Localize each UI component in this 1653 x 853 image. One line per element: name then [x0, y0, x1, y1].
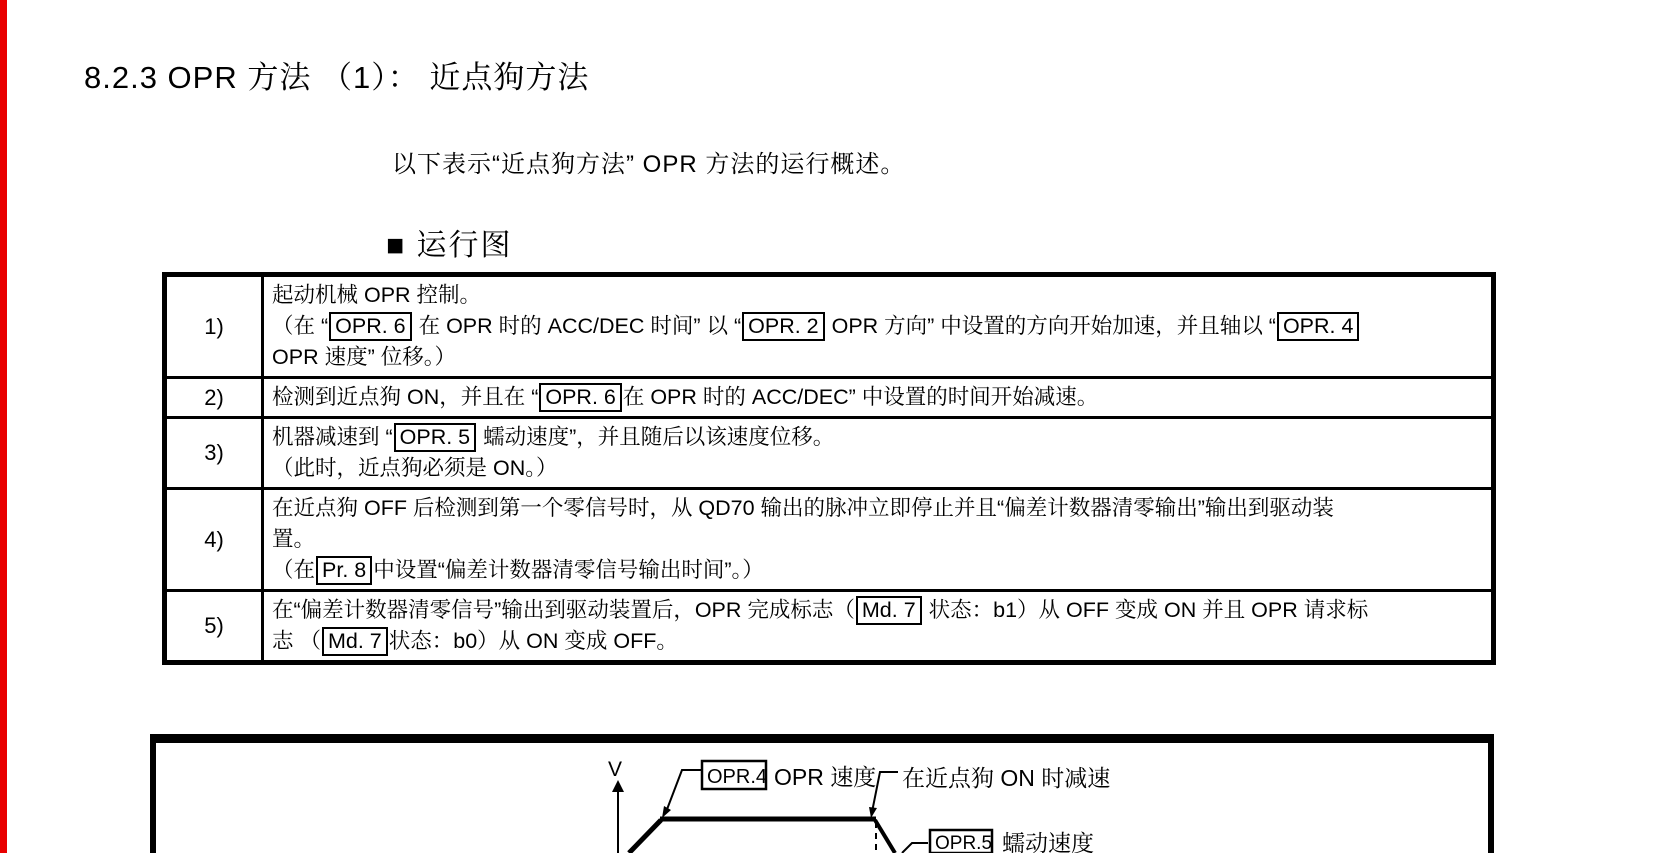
opr5-leader-line: [902, 843, 928, 853]
text-segment: （此时，近点狗必须是 ON。）: [272, 456, 558, 480]
text-segment: 在“偏差计数器清零信号”输出到驱动装置后，OPR 完成标志（: [272, 598, 855, 622]
table-row: [165, 489, 1494, 591]
left-accent-bar: [0, 0, 7, 853]
text-segment: 在近点狗 OFF 后检测到第一个零信号时，从 QD70 输出的脉冲立即停止并且“偏差计数器清零输出”输出到驱动装: [272, 496, 1334, 520]
axis-v-label: V: [608, 758, 623, 781]
table-row: [165, 378, 1494, 418]
text-segment: （在 “: [272, 314, 329, 338]
table-row: [165, 275, 1494, 378]
decel-slope-line: [875, 820, 895, 853]
v-axis-arrowhead: [612, 780, 624, 792]
text-segment: 志 （: [272, 629, 321, 653]
step-description: [263, 489, 1494, 591]
intro-text: 以下表示“近点狗方法” OPR 方法的运行概述。: [392, 151, 906, 178]
parameter-box: OPR. 6: [329, 312, 412, 341]
velocity-diagram: [150, 734, 1494, 853]
description-line: [272, 422, 1483, 453]
step-number: 4): [165, 489, 263, 591]
step-number: 5): [165, 591, 263, 663]
text-segment: 状态：b0）从 ON 变成 OFF。: [388, 629, 678, 653]
opr4-tag: OPR.4: [707, 766, 768, 788]
step-number: 3): [165, 418, 263, 489]
opr4-label: OPR 速度: [774, 764, 877, 790]
step-description: [263, 378, 1494, 418]
decel-note: 在近点狗 ON 时减速: [902, 765, 1111, 791]
parameter-box: OPR. 4: [1277, 312, 1360, 341]
text-segment: 机器减速到 “: [272, 425, 393, 449]
text-segment: OPR 方向” 中设置的方向开始加速，并且轴以 “: [825, 314, 1276, 338]
description-line: [272, 555, 1483, 586]
operation-steps-table: [162, 272, 1496, 665]
description-line: [272, 342, 1483, 373]
table-row: [165, 418, 1494, 489]
text-segment: 置。: [272, 527, 316, 551]
description-line: [272, 493, 1483, 524]
description-line: [272, 595, 1483, 626]
text-segment: 起动机械 OPR 控制。: [272, 283, 482, 307]
accel-slope-line: [629, 820, 661, 853]
description-line: [272, 280, 1483, 311]
text-segment: 在 OPR 时的 ACC/DEC 时间” 以 “: [412, 314, 742, 338]
operation-chart-heading: ■ 运行图: [386, 229, 513, 262]
parameter-box: Md. 7: [856, 596, 922, 625]
parameter-box: OPR. 2: [742, 312, 825, 341]
step-description: [263, 591, 1494, 663]
text-segment: 蠕动速度”，并且随后以该速度位移。: [477, 425, 835, 449]
text-segment: 在 OPR 时的 ACC/DEC” 中设置的时间开始减速。: [622, 385, 1099, 409]
section-title: 8.2.3 OPR 方法 （1）： 近点狗方法: [84, 60, 590, 95]
step-number: 2): [165, 378, 263, 418]
table-row: [165, 591, 1494, 663]
text-segment: 中设置“偏差计数器清零信号输出时间”。）: [373, 558, 764, 582]
text-segment: OPR 速度” 位移。）: [272, 345, 456, 369]
opr4-leader-line: [666, 770, 702, 812]
decel-leader-arrowhead: [869, 807, 877, 818]
text-segment: （在: [272, 558, 316, 582]
parameter-box: Pr. 8: [316, 556, 372, 585]
parameter-box: OPR. 5: [394, 423, 477, 452]
step-description: [263, 418, 1494, 489]
description-line: [272, 311, 1483, 342]
description-line: [272, 524, 1483, 555]
description-line: [272, 382, 1483, 413]
description-line: [272, 453, 1483, 484]
parameter-box: Md. 7: [322, 627, 388, 656]
parameter-box: OPR. 6: [539, 383, 622, 412]
description-line: [272, 626, 1483, 657]
step-description: [263, 275, 1494, 378]
opr5-tag: OPR.5: [935, 833, 993, 853]
text-segment: 检测到近点狗 ON，并且在 “: [272, 385, 539, 409]
opr5-label: 蠕动速度: [1002, 830, 1094, 853]
text-segment: 状态：b1）从 OFF 变成 ON 并且 OPR 请求标: [922, 598, 1369, 622]
step-number: 1): [165, 275, 263, 378]
opr4-leader-arrowhead: [662, 806, 671, 818]
op-table-body: [165, 275, 1494, 663]
